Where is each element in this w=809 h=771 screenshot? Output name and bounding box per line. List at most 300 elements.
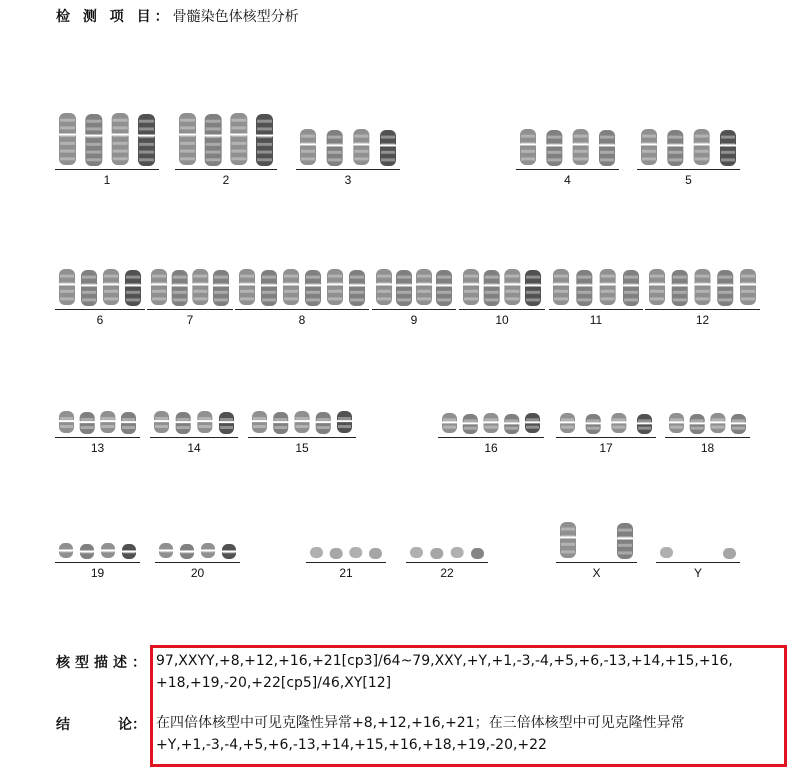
centromere [283,283,300,285]
chromosome-band [198,417,211,420]
centromere [327,283,344,285]
chromosome-band [587,427,600,430]
chromosome-pair-image [248,409,356,435]
chromosome-band [673,291,687,294]
group-underline [556,562,637,563]
chromosome [430,548,443,559]
chromosome-band [600,136,614,139]
chromosome-band [139,127,154,130]
centromere [219,421,235,423]
chromosome-band [485,418,498,421]
chromosome-band [561,528,575,531]
chromosome-pair-image [55,409,140,435]
chromosome-band [328,136,342,139]
chromosome-band [193,297,207,300]
chromosome-band [718,298,732,301]
chromosome-band [547,158,561,161]
chromosome-band [60,417,73,420]
chromosome-band [650,290,664,293]
chromosome-band [695,135,709,138]
chromosome-band [122,426,135,429]
chromosome-group-20 [155,541,240,582]
chromosome-band [695,157,709,160]
chromosome-band [561,418,574,421]
centromere [125,284,142,286]
chromosome-band [718,276,732,279]
chromosome-band [206,143,221,146]
centromere [353,143,370,145]
chromosome-band [155,425,168,428]
chromosome-band [574,150,588,153]
chromosome-band [253,425,266,428]
chromosome-band [338,425,351,428]
chromosome-band [240,275,254,278]
centromere [79,421,95,423]
chromosome-number-label: 17 [599,441,613,455]
chromosome-band [301,150,315,153]
chromosome-band [214,276,228,279]
group-underline [55,437,140,438]
centromere [667,144,684,146]
chromosome-band [574,135,588,138]
group-underline [549,309,643,310]
chromosome-band [574,157,588,160]
centromere [585,422,601,424]
test-item-value: 骨髓染色体核型分析 [172,9,299,25]
chromosome-band [721,158,735,161]
chromosome-band [668,151,682,154]
chromosome-band [691,427,704,430]
chromosome-number-label: Y [693,566,702,580]
group-underline [556,437,656,438]
chromosome-band [113,142,128,145]
group-underline [516,169,619,170]
chromosome-band [257,158,272,161]
chromosome-band [443,426,456,429]
chromosome-number-label: 3 [344,173,352,187]
chromosome-pair-image [150,409,238,435]
chromosome-number-label: 6 [96,313,104,327]
chromosome-group-11 [549,267,643,329]
chromosome-band [180,142,195,145]
chromosome-band [377,290,391,293]
test-item-header [56,6,299,26]
chromosome-band [328,297,342,300]
chromosome-band [82,276,96,279]
chromosome-band [206,127,221,130]
chromosome-band [126,298,140,301]
chromosome-band [718,291,732,294]
centromere [349,284,366,286]
chromosome-number-label: 16 [484,441,498,455]
centromere [159,549,174,551]
chromosome-group-5 [637,127,740,189]
chromosome [410,547,423,558]
chromosome-band [253,417,266,420]
chromosome-band [231,157,246,160]
centromere [611,421,627,423]
chromosome-band [577,298,591,301]
chromosome-band [152,297,166,300]
centromere [261,284,278,286]
chromosome-band [485,291,499,294]
chromosome-band [377,297,391,300]
chromosome-number-label: 2 [222,173,230,187]
group-underline [248,437,356,438]
chromosome-group-17 [556,411,656,457]
chromosome-band [673,276,687,279]
chromosome-band [417,290,431,293]
centromere [623,284,640,286]
centromere [101,549,116,551]
karyotype-label: 核型描述： [56,655,151,671]
chromosome-pair-image [296,127,400,167]
chromosome-band [417,275,431,278]
chromosome-pair-image [556,520,637,560]
chromosome-band [126,291,140,294]
centromere [337,420,353,422]
chromosome-band [81,418,94,421]
chromosome-group-2 [175,111,277,189]
centromere [560,536,577,538]
group-underline [150,437,238,438]
group-underline [55,309,145,310]
chromosome-band [257,151,272,154]
chromosome-band [696,275,710,278]
chromosome-band [505,427,518,430]
chromosome-band [601,290,615,293]
chromosome-band [206,120,221,123]
chromosome-band [721,151,735,154]
group-underline [55,169,159,170]
chromosome-band [587,419,600,422]
chromosome-band [437,276,451,279]
chromosome-band [668,136,682,139]
chromosome-band [526,276,540,279]
centromere [300,143,317,145]
karyotype-description [156,650,778,694]
chromosome-group-14 [150,409,238,457]
centromere [694,283,711,285]
centromere [305,284,322,286]
chromosome-band [231,142,246,145]
chromosome-band [328,275,342,278]
chromosome-band [262,276,276,279]
centromere [731,422,747,424]
chromosome-pair-image [406,545,488,560]
chromosome-band [624,298,638,301]
chromosome-band [214,298,228,301]
chromosome-band [60,126,75,129]
chromosome-band [350,291,364,294]
chromosome-band [381,151,395,154]
chromosome-band [231,150,246,153]
chromosome-pair-image [55,267,145,307]
centromere [239,283,256,285]
centromere [315,421,331,423]
chromosome-band [152,290,166,293]
chromosome-band [328,158,342,161]
centromere [720,144,737,146]
chromosome-group-y [656,545,740,582]
chromosome-pair-image [55,111,159,167]
chromosome-band [650,297,664,300]
chromosome-band [240,297,254,300]
chromosome [660,547,673,558]
centromere [204,135,222,137]
chromosome-band [437,298,451,301]
centromere [380,144,397,146]
chromosome-band [381,136,395,139]
chromosome-pair-image [656,545,740,560]
group-underline [155,562,240,563]
chromosome-band [139,120,154,123]
centromere [192,283,209,285]
chromosome-band [113,157,128,160]
chromosome-band [296,425,309,428]
chromosome-band [464,427,477,430]
chromosome-band [354,150,368,153]
chromosome-band [670,418,683,421]
chromosome-band [284,275,298,278]
chromosome-band [328,290,342,293]
chromosome-band [240,290,254,293]
chromosome-band [696,297,710,300]
centromere [81,284,98,286]
centromere [525,284,542,286]
chromosome-band [547,151,561,154]
centromere [175,421,191,423]
chromosome-band [670,426,683,429]
chromosome-band [173,291,187,294]
centromere [376,283,393,285]
centromere [180,550,195,552]
centromere [740,283,757,285]
centromere [197,420,213,422]
centromere [213,284,230,286]
chromosome-band [126,276,140,279]
chromosome-band [193,290,207,293]
chromosome-band [104,290,118,293]
conclusion-line-1: 在四倍体核型中可见克隆性异常+8,+12,+16,+21；在三倍体核型中可见克隆性异常 [156,715,685,731]
chromosome-band [180,157,195,160]
chromosome-band [104,297,118,300]
chromosome-band [526,426,539,429]
group-underline [656,562,740,563]
chromosome-number-label: 21 [339,566,353,580]
chromosome-band [732,427,745,430]
centromere [710,421,726,423]
chromosome-band [152,275,166,278]
chromosome-group-9 [372,267,456,329]
chromosome-band [155,417,168,420]
centromere [572,143,589,145]
chromosome-band [301,157,315,160]
chromosome-group-8 [235,267,369,329]
centromere [80,550,95,552]
centromere [122,550,137,552]
chromosome-band [521,157,535,160]
centromere [669,421,685,423]
chromosome-band [642,135,656,138]
chromosome-band [206,158,221,161]
chromosome-band [60,142,75,145]
chromosome-band [650,275,664,278]
chromosome [451,547,464,558]
chromosome-band [618,529,632,532]
centromere [396,284,413,286]
centromere [689,422,705,424]
chromosome-pair-image [175,111,277,167]
chromosome-band [206,151,221,154]
test-item-label: 检 测 项 目： [56,9,173,25]
chromosome-band [60,119,75,122]
chromosome-band [301,135,315,138]
chromosome-number-label: X [592,566,601,580]
chromosome-pair-image [306,545,386,560]
chromosome-band [505,419,518,422]
chromosome-band [328,151,342,154]
chromosome-number-label: 12 [695,313,710,327]
centromere [100,420,116,422]
centromere [294,420,310,422]
chromosome-band [139,158,154,161]
chromosome-band [81,426,94,429]
chromosome-group-13 [55,409,140,457]
centromere [326,144,343,146]
chromosome-pair-image [155,541,240,560]
chromosome [330,548,343,559]
chromosome-band [601,297,615,300]
chromosome-pair-image [645,267,760,307]
chromosome-band [624,276,638,279]
chromosome-band [547,136,561,139]
chromosome-band [180,126,195,129]
chromosome-band [721,136,735,139]
chromosome-band [638,427,651,430]
chromosome-number-label: 19 [90,566,105,580]
chromosome-band [86,151,101,154]
chromosome-band [673,298,687,301]
centromere [617,537,634,539]
chromosome-band [220,426,233,429]
chromosome-pair-image [147,267,233,307]
chromosome-band [82,291,96,294]
chromosome-band [86,143,101,146]
chromosome-band [60,150,75,153]
centromere [179,134,197,136]
chromosome-band [732,419,745,422]
chromosome-pair-image [516,127,619,167]
chromosome-band [306,291,320,294]
group-underline [296,169,400,170]
chromosome-band [173,276,187,279]
chromosome-band [173,298,187,301]
chromosome-band [177,426,190,429]
karyotype-line-2: +18,+19,-20,+22[cp5]/46,XY[12] [156,675,392,691]
chromosome-band [338,417,351,420]
chromosome-band [443,418,456,421]
chromosome-pair-image [549,267,643,307]
centromere [85,135,103,137]
centromere [525,421,541,423]
centromere [201,549,216,551]
chromosome [349,547,362,558]
chromosome-band [624,291,638,294]
chromosome-band [612,426,625,429]
chromosome-band [377,275,391,278]
karyotype-line-1: 97,XXYY,+8,+12,+16,+21[cp3]/64~79,XXY,+Y,+1,-3,-4,+5,+6,-13,+14,+15,+16, [156,653,733,669]
chromosome-band [381,158,395,161]
centromere [504,283,521,285]
centromere [121,421,137,423]
chromosome-band [554,297,568,300]
chromosome-band [464,290,478,293]
chromosome-group-18 [665,411,750,457]
chromosome-band [317,426,330,429]
chromosome-band [741,297,755,300]
chromosome-band [526,298,540,301]
chromosome-band [600,158,614,161]
chromosome-band [82,298,96,301]
chromosome-number-label: 15 [295,441,309,455]
chromosome-band [257,127,272,130]
group-underline [147,309,233,310]
group-underline [459,309,545,310]
chromosome-band [220,418,233,421]
group-underline [372,309,456,310]
chromosome-band [711,426,724,429]
chromosome-group-16 [438,411,544,457]
chromosome-band [695,150,709,153]
centromere [553,283,570,285]
chromosome-band [60,275,74,278]
centromere [483,421,499,423]
chromosome-band [101,417,114,420]
conclusion-label-a: 结 [56,717,70,733]
chromosome-group-7 [147,267,233,329]
chromosome-band [60,290,74,293]
centromere [693,143,710,145]
chromosome-number-label: 4 [564,173,571,187]
chromosome-band [86,120,101,123]
chromosome-pair-image [438,411,544,435]
group-underline [406,562,488,563]
chromosome-band [561,550,575,553]
chromosome-band [231,126,246,129]
chromosome-band [284,297,298,300]
chromosome-band [101,425,114,428]
chromosome-band [612,418,625,421]
chromosome-group-3 [296,127,400,189]
conclusion-text [156,712,778,756]
centromere [111,134,129,136]
centromere [641,143,658,145]
chromosome-band [485,298,499,301]
chromosome-band [521,150,535,153]
centromere [436,284,453,286]
chromosome-band [354,157,368,160]
chromosome-band [526,418,539,421]
centromere [252,420,268,422]
chromosome-number-label: 22 [440,566,454,580]
chromosome-band [618,551,632,554]
centromere [546,144,563,146]
chromosome-pair-image [459,267,545,307]
chromosome-band [354,135,368,138]
group-underline [235,309,369,310]
chromosome-band [257,120,272,123]
